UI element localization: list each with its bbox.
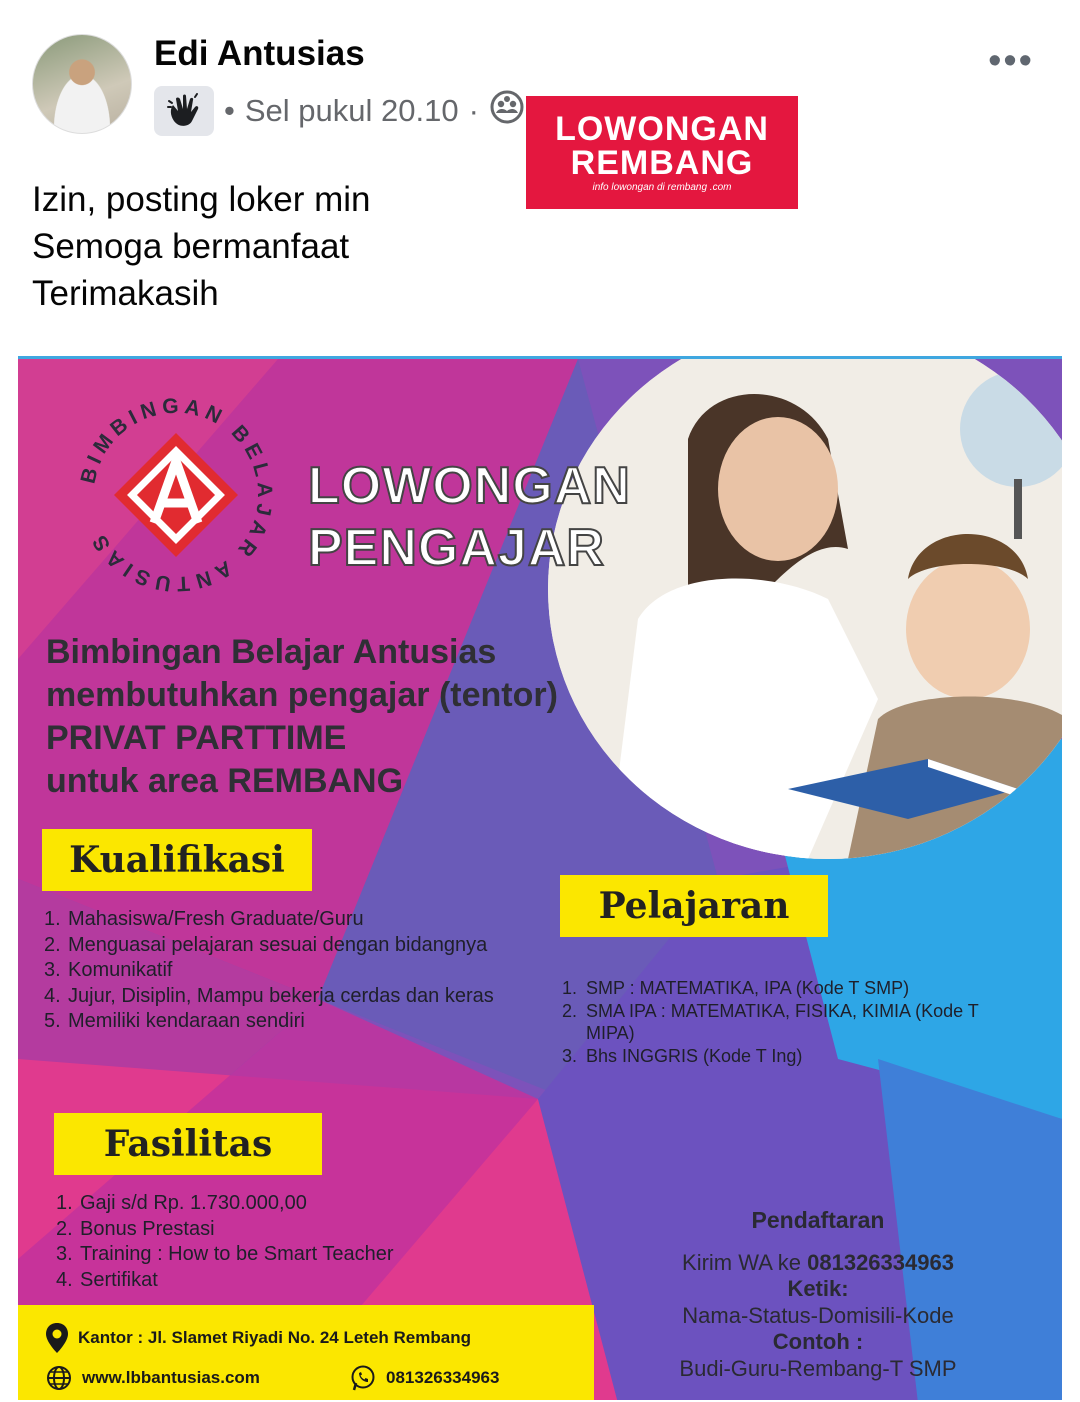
group-audience-icon <box>489 89 525 133</box>
logo-ring-text: BIMBINGAN BELAJAR ANTUSIAS <box>76 395 276 595</box>
whatsapp-icon <box>350 1365 376 1391</box>
teacher-student-photo <box>548 356 1062 859</box>
list-item: 2. Bonus Prestasi <box>56 1217 215 1240</box>
list-item: 2. Menguasai pelajaran sesuai dengan bidangnya <box>44 933 488 956</box>
watermark-line3: info lowongan di rembang .com <box>592 182 732 193</box>
pendaftaran-contoh-label: Contoh : <box>772 1329 864 1354</box>
list-item: 1. Mahasiswa/Fresh Graduate/Guru <box>44 908 364 930</box>
post-meta <box>154 86 525 136</box>
author-name[interactable]: Edi Antusias <box>154 34 365 73</box>
more-options-icon[interactable]: ••• <box>988 40 1034 82</box>
pelajaran-heading: Pelajaran <box>560 875 828 937</box>
kualifikasi-list <box>44 907 504 1035</box>
watermark-line2: REMBANG <box>570 144 754 182</box>
footer-whatsapp <box>350 1365 499 1391</box>
intro-line: PRIVAT PARTTIME <box>46 719 347 757</box>
list-item: 5. Memiliki kendaraan sendiri <box>44 1010 305 1032</box>
list-item: 4. Sertifikat <box>56 1268 158 1291</box>
bimbingan-belajar-antusias-logo <box>76 395 276 595</box>
intro-line: untuk area REMBANG <box>46 762 404 800</box>
footer-whatsapp-text: 081326334963 <box>386 1368 500 1387</box>
author-avatar[interactable] <box>32 34 132 134</box>
watermark-logo <box>526 96 798 209</box>
list-item: 2. SMA IPA : MATEMATIKA, FISIKA, KIMIA (Kode T MIPA) <box>562 1000 979 1043</box>
footer-address <box>46 1323 471 1353</box>
list-item: 3. Training : How to be Smart Teacher <box>56 1243 394 1265</box>
poster-footer <box>18 1305 594 1400</box>
list-item: 1. SMP : MATEMATIKA, IPA (Kode T SMP) <box>562 978 910 998</box>
globe-icon <box>46 1365 72 1391</box>
caption-line: Izin, posting loker min <box>32 180 371 219</box>
intro-line: membutuhkan pengajar (tentor) <box>46 676 558 714</box>
map-pin-icon <box>46 1323 68 1353</box>
poster-intro <box>46 631 558 803</box>
pendaftaran-block <box>648 1207 988 1382</box>
job-poster-image[interactable] <box>18 356 1062 1400</box>
fasilitas-heading: Fasilitas <box>54 1113 322 1175</box>
waving-hand-icon[interactable] <box>154 86 214 136</box>
meta-mid-dot: · <box>468 93 479 128</box>
pendaftaran-ketik-label: Ketik: <box>787 1276 849 1301</box>
headline-line: LOWONGAN <box>308 457 631 515</box>
caption-line: Semoga bermanfaat <box>32 227 350 266</box>
pendaftaran-kirim: Kirim WA ke 081326334963 <box>682 1249 954 1275</box>
watermark-line1: LOWONGAN <box>555 110 769 148</box>
pendaftaran-contoh-value: Budi-Guru-Rembang-T SMP <box>679 1355 957 1381</box>
list-item: 3. Bhs INGGRIS (Kode T Ing) <box>562 1045 803 1066</box>
list-item: 1. Gaji s/d Rp. 1.730.000,00 <box>56 1192 307 1214</box>
pendaftaran-ketik-format: Nama-Status-Domisili-Kode <box>682 1302 954 1328</box>
intro-line: Bimbingan Belajar Antusias <box>46 633 497 671</box>
caption-line: Terimakasih <box>32 274 219 313</box>
pelajaran-list <box>562 977 982 1067</box>
headline-line: PENGAJAR <box>308 519 605 577</box>
kualifikasi-heading: Kualifikasi <box>42 829 312 891</box>
footer-website <box>46 1365 260 1391</box>
list-item: 4. Jujur, Disiplin, Mampu bekerja cerdas dan keras <box>44 984 494 1007</box>
meta-dot: • <box>224 93 235 128</box>
fasilitas-list <box>56 1191 496 1293</box>
footer-website-text: www.lbbantusias.com <box>82 1368 260 1387</box>
poster-headline <box>308 455 631 579</box>
list-item: 3. Komunikatif <box>44 959 173 981</box>
post-time[interactable]: Sel pukul 20.10 <box>244 93 459 128</box>
footer-address-text: Kantor : Jl. Slamet Riyadi No. 24 Leteh Rembang <box>78 1328 471 1347</box>
pendaftaran-title: Pendaftaran <box>751 1207 885 1233</box>
post-caption <box>32 176 370 317</box>
